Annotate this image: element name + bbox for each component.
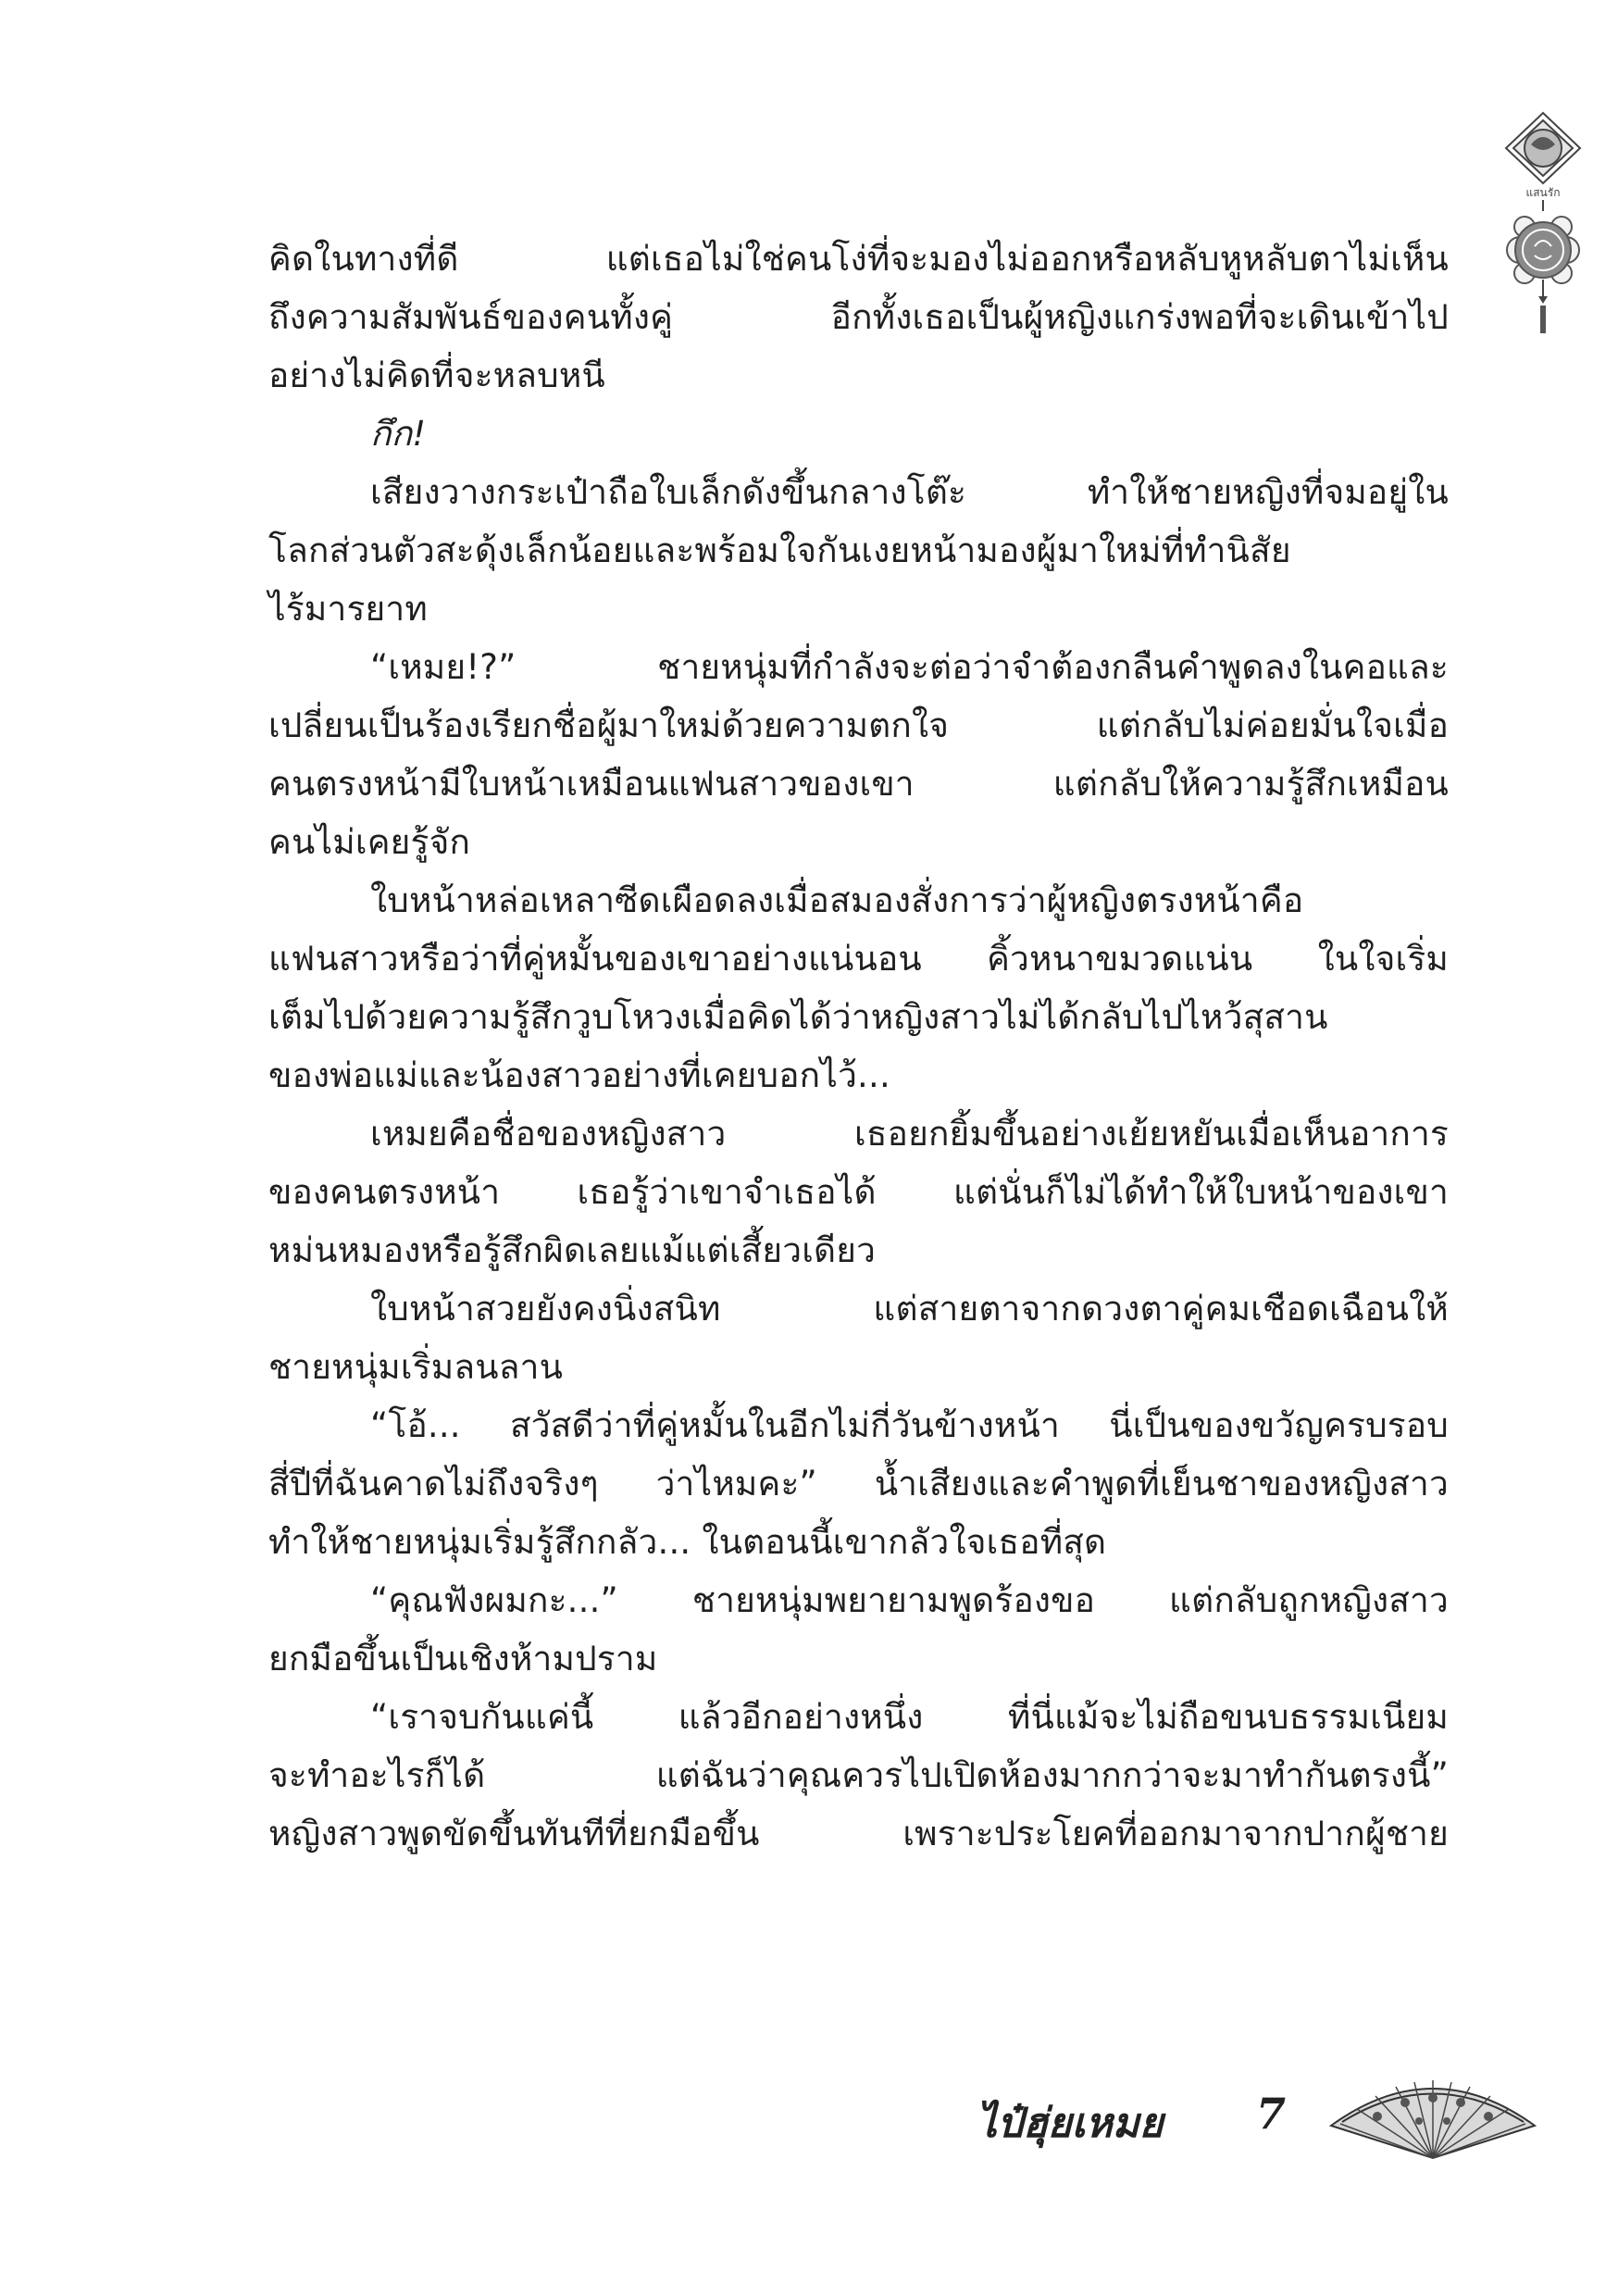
page-number: 7 bbox=[1256, 2089, 1287, 2139]
story-text bbox=[268, 230, 1449, 1863]
paragraph bbox=[268, 871, 1449, 1104]
text-line: “โอ้... สวัสดีว่าที่คู่หมั้นในอีกไม่กี่วันข้างหน้า นี่เป็นของขวัญครบรอบ bbox=[370, 1405, 1449, 1445]
paragraph bbox=[268, 638, 1449, 871]
text-line: ชายหนุ่มเริ่มลนลาน bbox=[268, 1347, 564, 1387]
text-line: อย่างไม่คิดที่จะหลบหนี bbox=[268, 356, 605, 395]
paragraph bbox=[268, 405, 1449, 463]
text-line: ถึงความสัมพันธ์ของคนทั้งคู่ อีกทั้งเธอเป็นผู้หญิงแกร่งพอที่จะเดินเข้าไป bbox=[268, 297, 1449, 337]
paragraph bbox=[268, 1104, 1449, 1279]
text-line: เหมยคือชื่อของหญิงสาว เธอยกยิ้มขึ้นอย่างเย้ยหยันเมื่อเห็นอาการ bbox=[370, 1114, 1449, 1154]
text-line: “คุณฟังผมกะ...” ชายหนุ่มพยายามพูดร้องขอ แต่กลับถูกหญิงสาว bbox=[370, 1580, 1449, 1620]
text-line: ของคนตรงหน้า เธอรู้ว่าเขาจำเธอได้ แต่นั่นก็ไม่ได้ทำให้ใบหน้าของเขา bbox=[268, 1172, 1449, 1212]
paragraph bbox=[268, 1279, 1449, 1396]
paragraph bbox=[268, 1688, 1449, 1863]
paragraph bbox=[268, 1571, 1449, 1688]
paragraph bbox=[268, 1396, 1449, 1571]
decorative-hanging-ornament-icon bbox=[1492, 111, 1594, 343]
folding-fan-icon bbox=[1322, 2061, 1544, 2163]
text-line: จะทำอะไรก็ได้ แต่ฉันว่าคุณควรไปเปิดห้องมากกว่าจะมาทำกันตรงนี้” bbox=[268, 1755, 1449, 1795]
text-line: ของพ่อแม่และน้องสาวอย่างที่เคยบอกไว้... bbox=[268, 1055, 890, 1095]
text-line: ทำให้ชายหนุ่มเริ่มรู้สึกกลัว... ในตอนนี้เขากลัวใจเธอที่สุด bbox=[268, 1522, 1107, 1562]
text-line: เปลี่ยนเป็นร้องเรียกชื่อผู้มาใหม่ด้วยความตกใจ แต่กลับไม่ค่อยมั่นใจเมื่อ bbox=[268, 705, 1449, 745]
text-line: เสียงวางกระเป๋าถือใบเล็กดังขึ้นกลางโต๊ะ ทำให้ชายหญิงที่จมอยู่ใน bbox=[370, 472, 1449, 512]
text-line: คิดในทางที่ดี แต่เธอไม่ใช่คนโง่ที่จะมองไม่ออกหรือหลับหูหลับตาไม่เห็น bbox=[268, 239, 1449, 279]
text-line: คนตรงหน้ามีใบหน้าเหมือนแฟนสาวของเขา แต่กลับให้ความรู้สึกเหมือน bbox=[268, 764, 1449, 804]
text-line: โลกส่วนตัวสะดุ้งเล็กน้อยและพร้อมใจกันเงยหน้ามองผู้มาใหม่ที่ทำนิสัย bbox=[268, 530, 1291, 570]
text-line: หม่นหมองหรือรู้สึกผิดเลยแม้แต่เสี้ยวเดียว bbox=[268, 1230, 877, 1270]
text-line: แฟนสาวหรือว่าที่คู่หมั้นของเขาอย่างแน่นอน คิ้วหนาขมวดแน่น ในใจเริ่ม bbox=[268, 939, 1449, 979]
text-line: ใบหน้าสวยยังคงนิ่งสนิท แต่สายตาจากดวงตาคู่คมเชือดเฉือนให้ bbox=[370, 1289, 1449, 1329]
logo-text: แสนรัก bbox=[1525, 186, 1561, 199]
text-line: ไร้มารยาท bbox=[268, 589, 428, 629]
paragraph bbox=[268, 230, 1449, 405]
text-line: สี่ปีที่ฉันคาดไม่ถึงจริงๆ ว่าไหมคะ” น้ำเสียงและคำพูดที่เย็นชาของหญิงสาว bbox=[268, 1464, 1449, 1504]
text-line: ใบหน้าหล่อเหลาซีดเผือดลงเมื่อสมองสั่งการว่าผู้หญิงตรงหน้าคือ bbox=[370, 880, 1304, 920]
paragraph bbox=[268, 463, 1449, 638]
text-line: “เราจบกันแค่นี้ แล้วอีกอย่างหนึ่ง ที่นี่แม้จะไม่ถือขนบธรรมเนียม bbox=[370, 1697, 1449, 1737]
text-line: กึก! bbox=[370, 414, 427, 454]
book-title: ไป๋ฮุ่ยเหมย bbox=[977, 2100, 1164, 2147]
text-line: ยกมือขึ้นเป็นเชิงห้ามปราม bbox=[268, 1639, 658, 1678]
text-line: คนไม่เคยรู้จัก bbox=[268, 822, 471, 862]
text-line: เต็มไปด้วยความรู้สึกวูบโหวงเมื่อคิดได้ว่าหญิงสาวไม่ได้กลับไปไหว้สุสาน bbox=[268, 997, 1328, 1037]
text-line: หญิงสาวพูดขัดขึ้นทันทีที่ยกมือขึ้น เพราะประโยคที่ออกมาจากปากผู้ชาย bbox=[268, 1814, 1449, 1853]
text-line: “เหมย!?” ชายหนุ่มที่กำลังจะต่อว่าจำต้องกลืนคำพูดลงในคอและ bbox=[370, 647, 1449, 687]
